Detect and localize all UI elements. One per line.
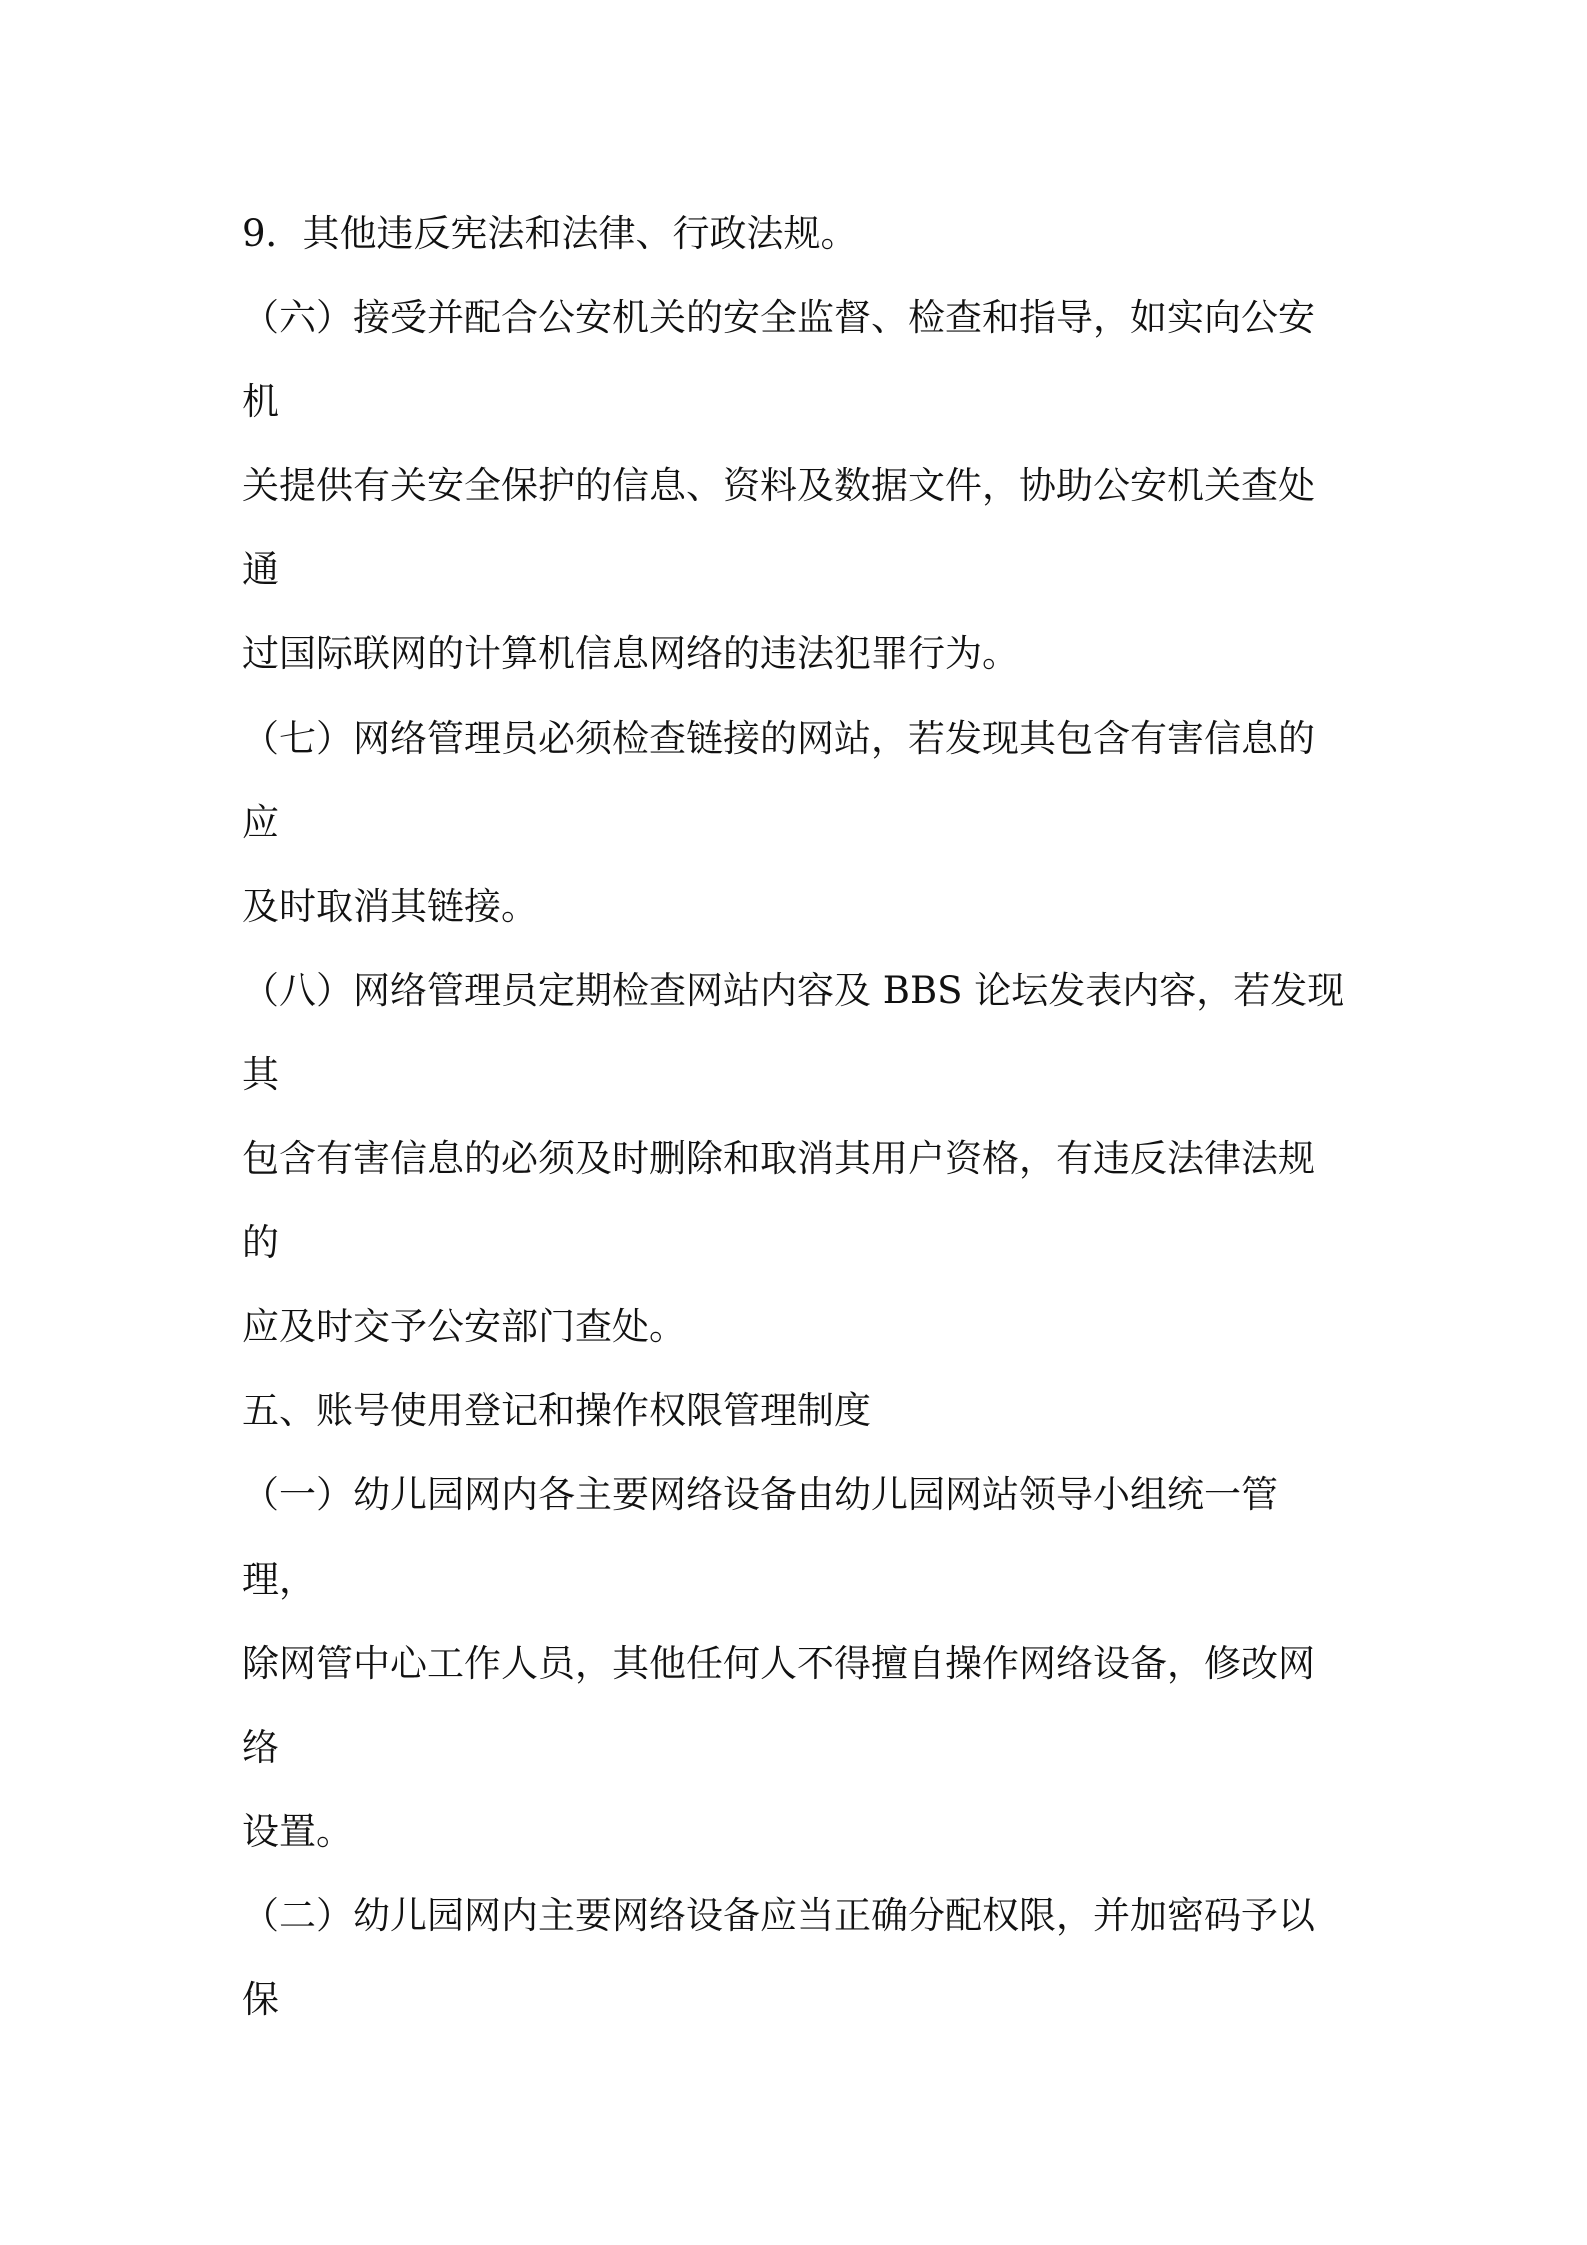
text-line: 设置。 [242,1809,353,1853]
text-line: 应 [242,800,279,844]
text-line: 理， [242,1557,316,1601]
text-line: 的 [242,1221,279,1265]
text-line: 除网管中心工作人员，其他任何人不得擅自操作网络设备，修改网 [242,1641,1315,1685]
text-line: 9．其他违反宪法和法律、行政法规。 [242,212,858,255]
text-line: （八）网络管理员定期检查网站内容及 BBS 论坛发表内容，若发现 [242,968,1345,1012]
text-line: 通 [242,548,279,592]
text-line: （二）幼儿园网内主要网络设备应当正确分配权限，并加密码予以 [242,1893,1315,1937]
text-line: 包含有害信息的必须及时删除和取消其用户资格，有违反法律法规 [242,1137,1315,1181]
text-line: 其 [242,1052,279,1096]
section-heading: 五、账号使用登记和操作权限管理制度 [242,1389,871,1433]
text-line: （六）接受并配合公安机关的安全监督、检查和指导，如实向公安 [242,296,1315,340]
text-line: 机 [242,380,279,424]
text-line: 及时取消其链接。 [242,884,538,928]
text-line: 络 [242,1725,279,1769]
text-line: （一）幼儿园网内各主要网络设备由幼儿园网站领导小组统一管 [242,1473,1278,1517]
text-line: 保 [242,1977,279,2021]
text-line: 关提供有关安全保护的信息、资料及数据文件，协助公安机关查处 [242,464,1315,508]
text-line: （七）网络管理员必须检查链接的网站，若发现其包含有害信息的 [242,716,1315,760]
document-body [242,192,1352,2042]
text-line: 应及时交予公安部门查处。 [242,1305,686,1349]
text-line: 过国际联网的计算机信息网络的违法犯罪行为。 [242,632,1019,676]
